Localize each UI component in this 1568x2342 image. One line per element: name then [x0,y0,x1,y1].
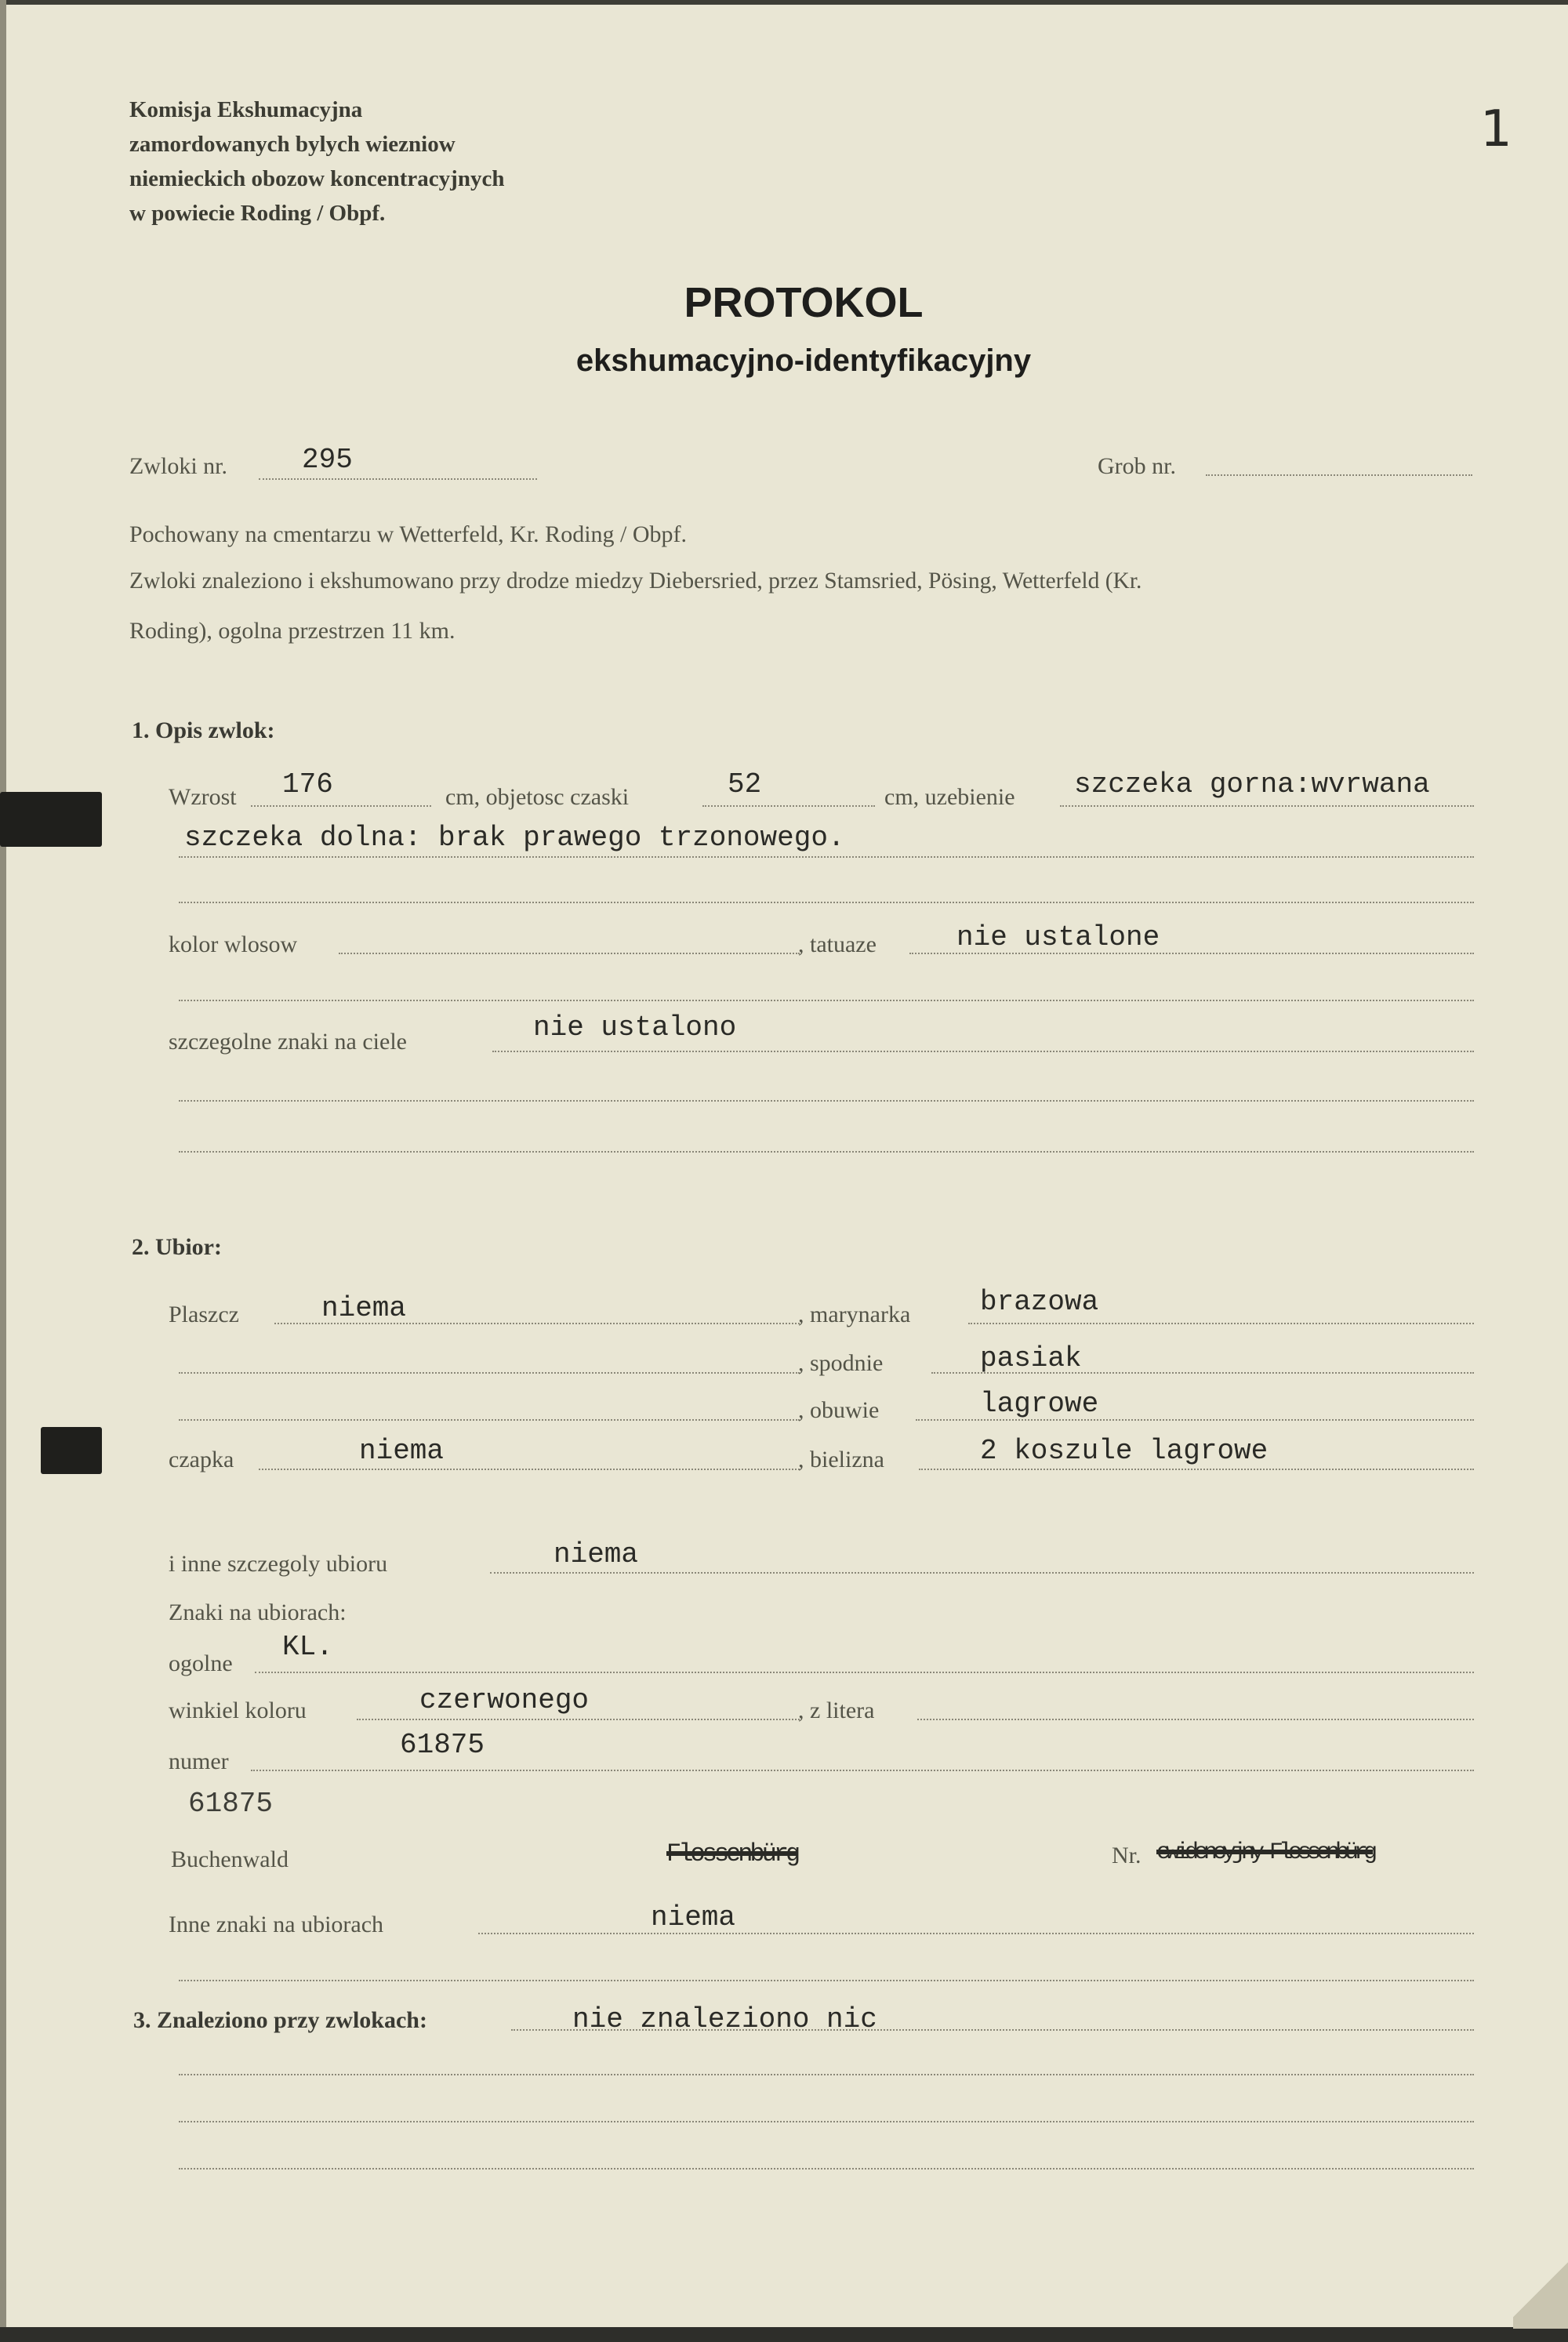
spodnie-value: pasiak [980,1342,1082,1374]
grob-line [1206,474,1472,476]
header-line: zamordowanych bylych wiezniow [129,132,456,157]
uzebienie-value-2: szczeka dolna: brak prawego trzonowego. [184,822,845,854]
litera-label: , z litera [798,1697,875,1723]
obuwie-label: , obuwie [798,1397,880,1423]
czaszka-value: 52 [728,768,762,801]
inne-szczegoly-value: niema [554,1538,639,1570]
blank-line [179,902,1474,903]
struck-camp-name: Flossenbürg [666,1839,798,1868]
inne-szczegoly-line [490,1572,1474,1574]
uzebienie-label: cm, uzebienie [884,784,1015,810]
tatuaze-label: , tatuaze [798,931,877,957]
blank-line [179,2121,1474,2122]
blank-line [179,1419,800,1421]
uzebienie-value-1: szczeka gorna:wvrwana [1074,768,1430,801]
inne-znaki-value: niema [651,1901,736,1934]
ogolne-value: KL. [282,1631,333,1663]
burial-line: Pochowany na cmentarzu w Wetterfeld, Kr. Roding / Obpf. [129,521,688,547]
header-line: niemieckich obozow koncentracyjnych [129,166,505,191]
wzrost-label: Wzrost [169,784,237,810]
kolor-line [339,953,800,954]
znaki-value: nie ustalono [533,1011,737,1044]
znaki-na-ubiorach-label: Znaki na ubiorach: [169,1599,347,1625]
kolor-label: kolor wlosow [169,931,298,957]
inne-znaki-label: Inne znaki na ubiorach [169,1912,384,1937]
blank-line [179,1100,1474,1102]
found-line-2: Roding), ogolna przestrzen 11 km. [129,618,456,644]
zwloki-number: 295 [302,444,353,476]
ogolne-label: ogolne [169,1650,233,1676]
czaszka-line [702,805,875,807]
blank-line [179,1980,1474,1981]
uzebienie-line [1060,805,1474,807]
ogolne-line [255,1672,1474,1673]
wzrost-line [251,805,431,807]
zwloki-label: Zwloki nr. [129,453,227,479]
page-subtitle: ekshumacyjno-identyfikacyjny [575,343,1032,378]
bielizna-line [919,1469,1474,1470]
numer-label: numer [169,1748,229,1774]
section-3-value: nie znaleziono nic [572,2003,877,2035]
numer-margin-note: 61875 [188,1788,274,1820]
inne-szczegoly-label: i inne szczegoly ubioru [169,1551,388,1577]
marynarka-line [968,1323,1474,1324]
plaszcz-label: Plaszcz [169,1302,239,1327]
grob-label: Grob nr. [1098,453,1176,479]
czapka-value: niema [359,1435,445,1467]
binder-hole-top [0,792,102,847]
znaki-line [492,1051,1474,1052]
winkiel-label: winkiel koloru [169,1697,307,1723]
plaszcz-value: niema [321,1292,407,1324]
winkiel-value: czerwonego [419,1684,590,1716]
section-3-heading: 3. Znaleziono przy zwlokach: [133,2007,427,2033]
scan-edge-bottom [0,2327,1568,2342]
binder-hole-bottom [41,1427,102,1474]
section-2-heading: 2. Ubior: [132,1234,222,1260]
found-line-1: Zwloki znaleziono i ekshumowano przy drodze miedzy Diebersried, przez Stamsried, Pösing, Wetterfeld (Kr. [129,568,1142,594]
buchenwald-label: Buchenwald [171,1846,289,1872]
header-line: w powiecie Roding / Obpf. [129,201,386,226]
struck-nr-text: ewidencyjny Flossenbürg [1156,1839,1374,1866]
spodnie-label: , spodnie [798,1350,884,1376]
page-title: PROTOKOL [684,279,924,326]
blank-line [179,1151,1474,1153]
bielizna-value: 2 koszule lagrowe [980,1435,1269,1467]
czapka-line [259,1469,800,1470]
blank-line [179,2168,1474,2170]
litera-line [917,1719,1474,1720]
blank-line [179,2074,1474,2075]
nr-label: Nr. [1112,1843,1142,1868]
zwloki-line [259,478,537,480]
bielizna-label: , bielizna [798,1447,884,1472]
folded-corner [1513,2250,1568,2329]
page-number: 1 [1480,100,1512,158]
scan-edge-top [0,0,1568,5]
tatuaze-value: nie ustalone [956,921,1160,953]
header-line: Komisja Ekshumacyjna [129,97,363,122]
inne-znaki-line [478,1933,1474,1934]
znaki-label: szczegolne znaki na ciele [169,1029,407,1055]
blank-line [179,1372,800,1374]
numer-value: 61875 [400,1729,485,1761]
blank-line [179,1000,1474,1001]
marynarka-label: , marynarka [798,1302,911,1327]
numer-line [251,1770,1474,1771]
section-1-heading: 1. Opis zwlok: [132,717,275,743]
wzrost-value: 176 [282,768,333,801]
marynarka-value: brazowa [980,1286,1099,1318]
czapka-label: czapka [169,1447,234,1472]
obuwie-value: lagrowe [980,1388,1099,1420]
winkiel-line [357,1719,800,1720]
czaszka-label: cm, objetosc czaski [445,784,630,810]
uzebienie-line-2 [179,856,1474,858]
